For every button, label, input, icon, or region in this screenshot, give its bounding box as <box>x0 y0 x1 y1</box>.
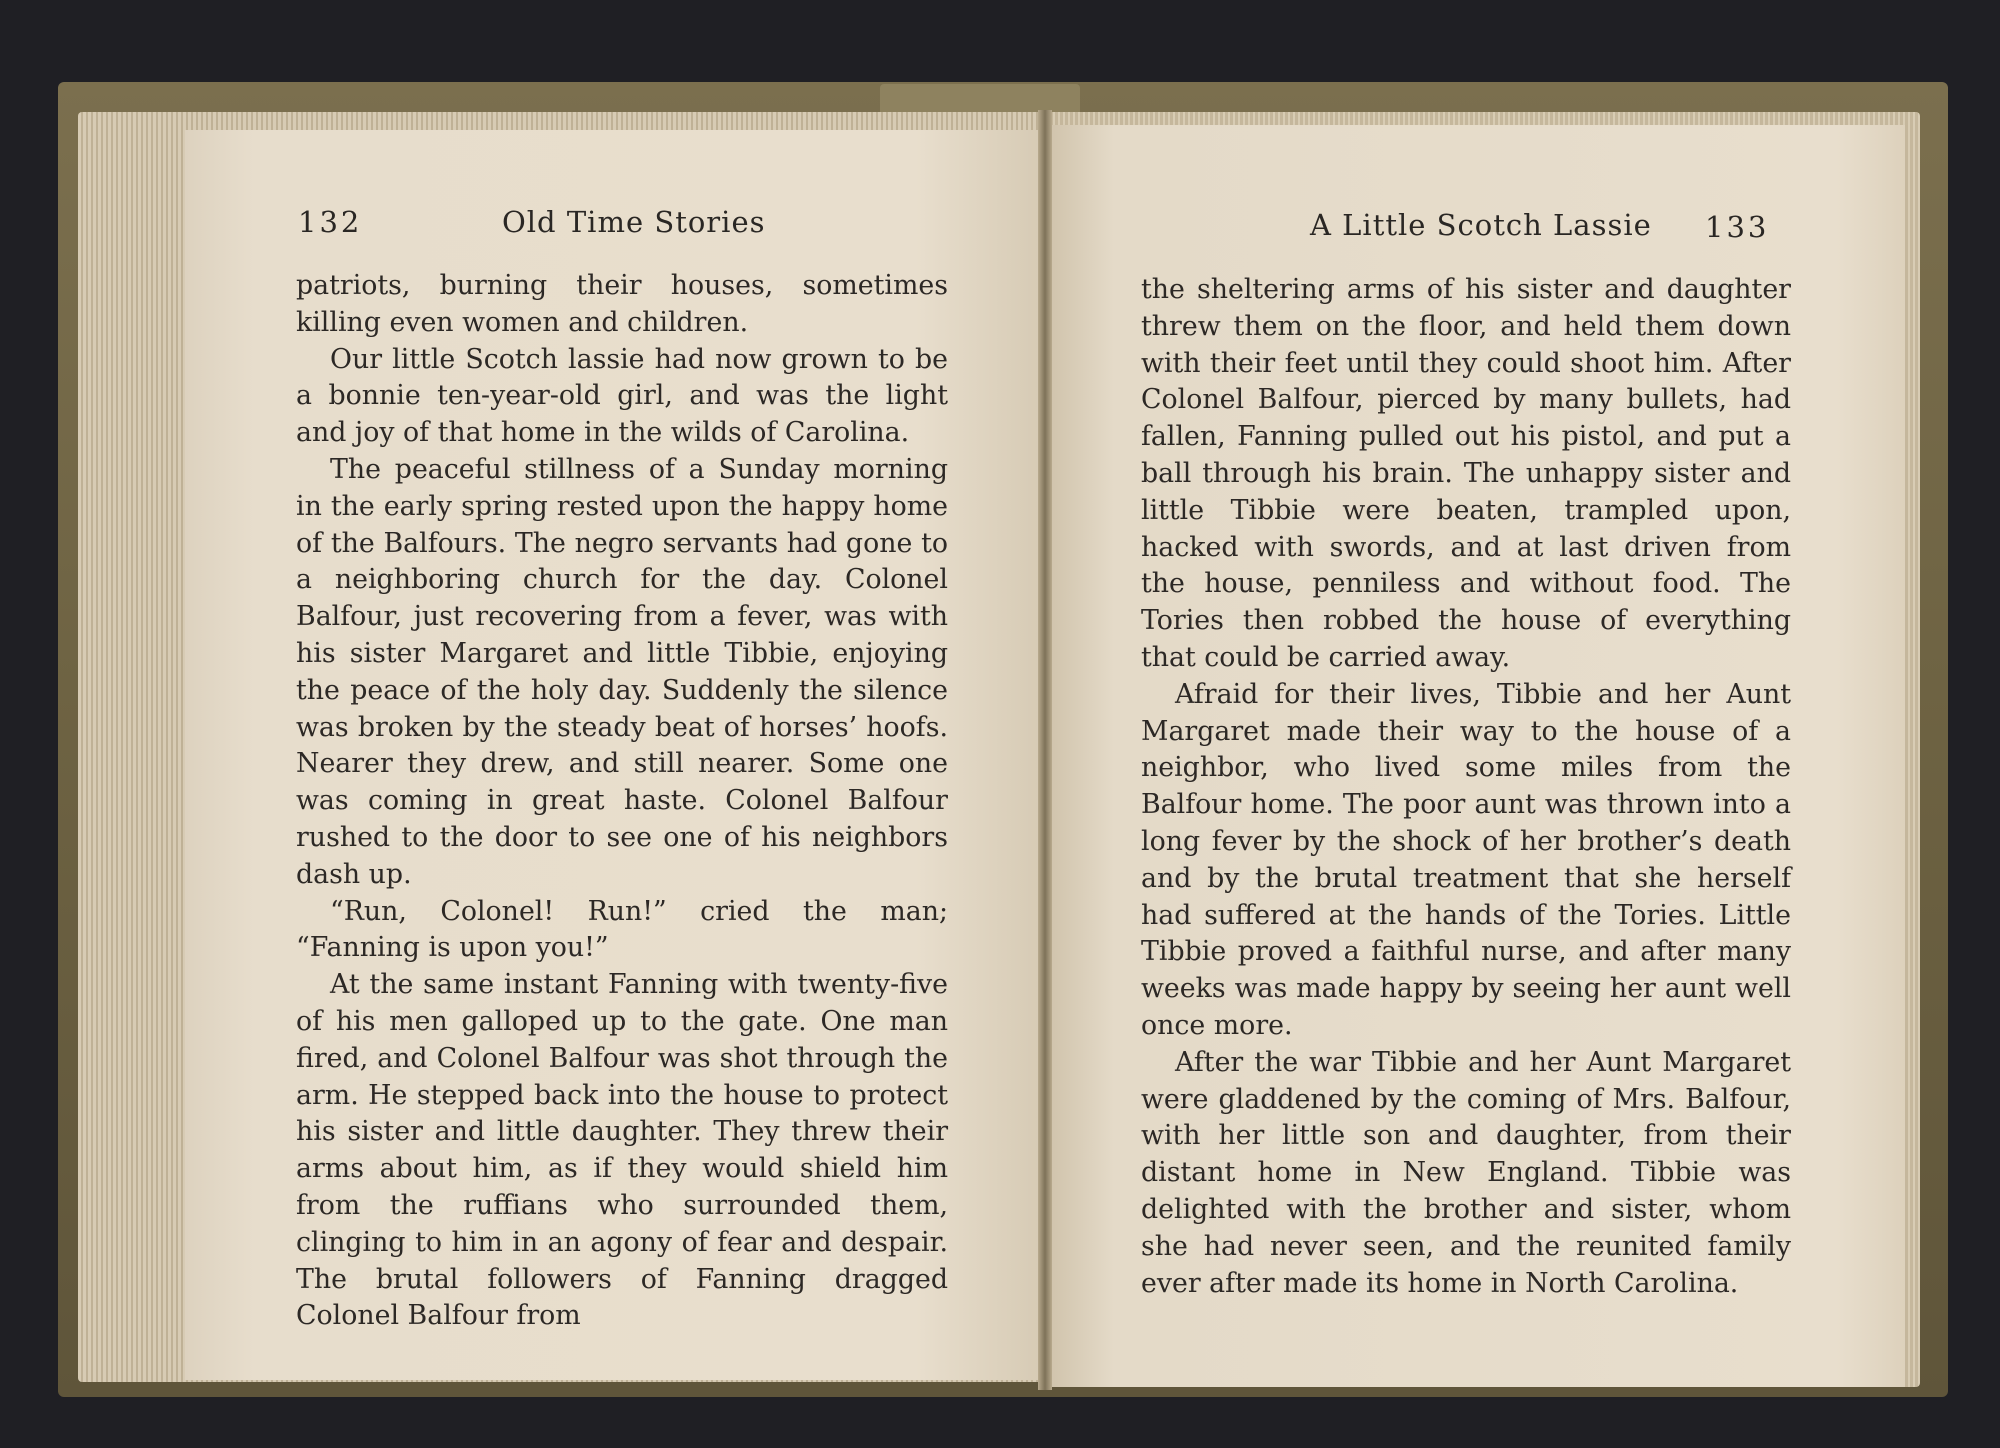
paragraph: The peaceful stillness of a Sunday morning in the early spring rested upon the happy home of the Balfours. The negro servants had gone to a neighboring church for the day. Colonel Balfour, just recovering from a fever, was with his sister Margaret and little Tibbie, enjoying the peace of the holy day. Suddenly the silence was broken by the steady beat of horses’ hoofs. Nearer they drew, and still nearer. Some one was coming in great haste. Colonel Balfour rushed to the door to see one of his neighbors dash up. <box>296 453 948 890</box>
paragraph: Afraid for their lives, Tibbie and her Aunt Margaret made their way to the house of a neighbor, who lived some miles from the Balfour home. The poor aunt was thrown into a long fever by the shock of her brother’s death and by the brutal treatment that she herself had suffered at the hands of the Tories. Little Tibbie proved a faithful nurse, and after many weeks was made happy by seeing her aunt well once more. <box>1141 678 1791 1041</box>
left-page-text <box>296 268 948 1335</box>
paragraph: After the war Tibbie and her Aunt Margaret were gladdened by the coming of Mrs. Balfour, with her little son and daughter, from their distant home in New England. Tibbie was delighted with the brother and sister, whom she had never seen, and the reunited family ever after made its home in North Carolina. <box>1141 1046 1791 1299</box>
left-running-head: Old Time Stories <box>502 205 766 239</box>
left-page-number: 132 <box>298 205 363 239</box>
paragraph: At the same instant Fanning with twenty-five of his men galloped up to the gate. One man fired, and Colonel Balfour was shot through the arm. He stepped back into the house to protect his sister and little daughter. They threw their arms about him, as if they would shield him from the ruffians who surrounded them, clinging to him in an agony of fear and despair. The brutal followers of Fanning dragged Colonel Balfour from <box>296 969 948 1332</box>
paragraph: “Run, Colonel! Run!” cried the man; “Fanning is upon you!” <box>296 895 948 964</box>
paragraph: patriots, burning their houses, sometimes killing even women and children. <box>296 270 948 338</box>
paragraph: Our little Scotch lassie had now grown to be a bonnie ten-year-old girl, and was the light and joy of that home in the wilds of Carolina. <box>296 343 948 449</box>
right-page-text <box>1141 272 1791 1302</box>
right-running-head: A Little Scotch Lassie <box>1310 208 1652 242</box>
paragraph: the sheltering arms of his sister and daughter threw them on the floor, and held them down with their feet until they could shoot him. After Colonel Balfour, pierced by many bullets, had fallen, Fanning pulled out his pistol, and put a ball through his brain. The unhappy sister and little Tibbie were beaten, trampled upon, hacked with swords, and at last driven from the house, penniless and without food. The Tories then robbed the house of everything that could be carried away. <box>1141 274 1791 673</box>
book-gutter <box>1038 110 1052 1390</box>
right-page-number: 133 <box>1705 210 1770 244</box>
